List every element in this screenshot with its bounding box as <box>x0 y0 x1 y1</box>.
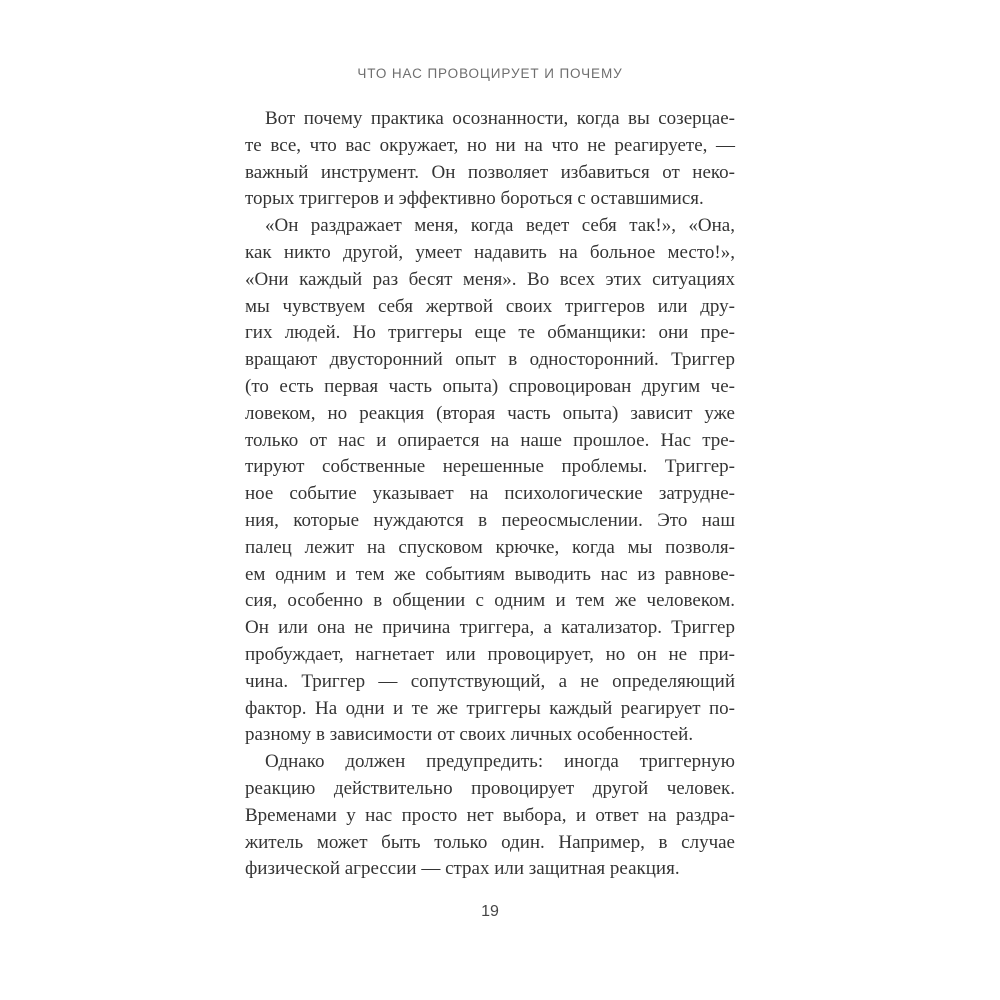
text-line: гих людей. Но триггеры еще те обманщики: они пре- <box>245 322 735 344</box>
text-line: чина. Триггер — сопутствующий, а не определяющий <box>245 670 735 692</box>
running-header: ЧТО НАС ПРОВОЦИРУЕТ И ПОЧЕМУ <box>357 66 623 81</box>
text-line: «Они каждый раз бесят меня». Во всех этих ситуациях <box>245 268 735 290</box>
text-line: только от нас и опирается на наше прошлое. Нас тре- <box>245 429 735 451</box>
text-line: Однако должен предупредить: иногда триггерную <box>265 751 735 773</box>
text-line: ное событие указывает на психологические затрудне- <box>245 483 735 505</box>
text-line: разному в зависимости от своих личных особенностей. <box>245 724 694 746</box>
text-line: физической агрессии — страх или защитная реакция. <box>245 858 680 880</box>
text-line: вращают двусторонний опыт в односторонний. Триггер <box>245 349 735 371</box>
text-line: палец лежит на спусковом крючке, когда мы позволя- <box>245 536 735 558</box>
text-line: Он или она не причина триггера, а катализатор. Триггер <box>245 617 735 639</box>
text-line: Вот почему практика осознанности, когда вы созерцае- <box>265 108 735 129</box>
text-line: пробуждает, нагнетает или провоцирует, но он не при- <box>245 643 735 665</box>
text-line: житель может быть только один. Например, в случае <box>245 831 735 853</box>
text-line: те все, что вас окружает, но ни на что не реагируете, — <box>245 134 735 156</box>
text-line: ловеком, но реакция (вторая часть опыта) зависит уже <box>245 402 735 424</box>
text-line: мы чувствуем себя жертвой своих триггеров или дру- <box>245 295 735 317</box>
page-body <box>245 106 735 883</box>
text-line: (то есть первая часть опыта) спровоцирован другим че- <box>245 375 735 397</box>
text-line: Временами у нас просто нет выбора, и ответ на раздра- <box>245 804 735 826</box>
text-line: фактор. На одни и те же триггеры каждый реагирует по- <box>245 697 735 719</box>
text-line: тируют собственные нерешенные проблемы. Триггер- <box>245 456 735 478</box>
text-line: реакцию действительно провоцирует другой человек. <box>245 777 735 799</box>
text-line: ния, которые нуждаются в переосмыслении. Это наш <box>245 509 735 531</box>
text-line: ем одним и тем же событиям выводить нас из равнове- <box>245 563 735 585</box>
text-line: как никто другой, умеет надавить на больное место!», <box>245 241 735 263</box>
text-line: сия, особенно в общении с одним и тем же человеком. <box>245 590 735 612</box>
page-number: 19 <box>481 903 499 920</box>
text-line: «Он раздражает меня, когда ведет себя так!», «Она, <box>265 215 735 237</box>
text-line: важный инструмент. Он позволяет избавиться от неко- <box>245 161 735 183</box>
text-line: торых триггеров и эффективно бороться с оставшимися. <box>245 188 704 210</box>
